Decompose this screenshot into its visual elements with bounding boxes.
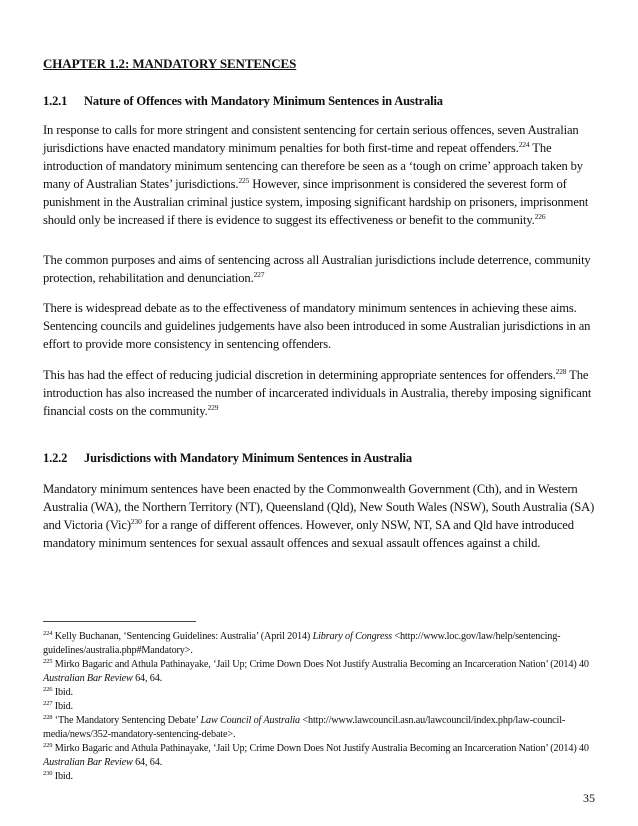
footnote-ref[interactable]: 227 xyxy=(253,270,265,279)
footnote-text: Kelly Buchanan, ‘Sentencing Guidelines: Australia’ (April 2014) xyxy=(52,631,313,642)
section-title: Jurisdictions with Mandatory Minimum Sentences in Australia xyxy=(84,451,412,465)
paragraph xyxy=(43,480,599,552)
section-heading-1-2-1 xyxy=(43,94,443,109)
footnote-ref[interactable]: 225 xyxy=(238,176,250,185)
footnote-text: Mirko Bagaric and Athula Pathinayake, ‘Jail Up; Crime Down Does Not Justify Australia Becoming an Incarceration Nation’ (2014) 40 xyxy=(52,659,589,670)
footnote-number: 230 xyxy=(43,770,53,777)
section-heading-1-2-2 xyxy=(43,451,412,466)
footnote-number: 226 xyxy=(43,686,53,693)
chapter-title: CHAPTER 1.2: MANDATORY SENTENCES xyxy=(43,56,297,71)
section-number: 1.2.2 xyxy=(43,451,68,465)
footnote-divider xyxy=(43,621,196,622)
footnote-ref[interactable]: 230 xyxy=(130,517,142,526)
paragraph-text: for a range of different offences. However, only NSW, NT, SA and Qld have introduced mandatory minimum sentences for sexual assault offences and sexual assault offences against a child. xyxy=(43,518,574,550)
footnote xyxy=(43,686,603,700)
footnote-number: 225 xyxy=(43,658,53,665)
paragraph-text: The common purposes and aims of sentencing across all Australian jurisdictions include deterrence, community protection, rehabilitation and denunciation. xyxy=(43,253,591,285)
paragraph-text: However, since imprisonment is considered the severest form of punishment in the Australian criminal justice system, imposing significant hardship on prisoners, imprisonment should only be increased if there is evidence to suggest its effectiveness or benefit to the community. xyxy=(43,177,589,227)
section-number: 1.2.1 xyxy=(43,94,68,108)
footnote-ref[interactable]: 226 xyxy=(534,212,546,221)
footnote-source: Australian Bar Review xyxy=(43,757,133,768)
footnote xyxy=(43,742,603,770)
paragraph-text: There is widespread debate as to the effectiveness of mandatory minimum sentences in achieving these aims. Sentencing councils and guidelines judgements have also been introduced in some Australian jurisdictions in an effort to provide more consistency in sentencing offenders. xyxy=(43,301,591,351)
footnote-source: Australian Bar Review xyxy=(43,673,133,684)
footnote-source: Law Council of Australia xyxy=(200,715,301,726)
footnote-text: 64, 64. xyxy=(132,673,163,684)
footnote xyxy=(43,630,603,658)
footnote-ref[interactable]: 224 xyxy=(518,140,530,149)
footnote-number: 227 xyxy=(43,700,53,707)
paragraph xyxy=(43,299,599,353)
footnote-link[interactable]: <http://www.lawcouncil.asn.au/lawcouncil/index.php/law-council-media/news/352-mandatory-sentencing-debate>. xyxy=(43,715,566,740)
paragraph xyxy=(43,121,599,229)
paragraph-text: This has had the effect of reducing judicial discretion in determining appropriate sentences for offenders. xyxy=(43,368,556,382)
footnote-text: Ibid. xyxy=(52,771,73,782)
paragraph-text: Mandatory minimum sentences have been enacted by the Commonwealth Government (Cth), and in Western Australia (WA), the Northern Territory (NT), Queensland (Qld), New South Wales (NSW), South Australia (SA) and Victoria (Vic) xyxy=(43,482,595,532)
footnote xyxy=(43,714,603,742)
footnote-text: Mirko Bagaric and Athula Pathinayake, ‘Jail Up; Crime Down Does Not Justify Australia Becoming an Incarceration Nation’ (2014) 40 xyxy=(52,743,589,754)
paragraph-text: The introduction has also increased the number of incarcerated individuals in Australia, thereby imposing significant financial costs on the community. xyxy=(43,368,592,418)
footnote-text: Ibid. xyxy=(52,687,73,698)
footnote-text: ‘The Mandatory Sentencing Debate’ xyxy=(52,715,201,726)
page-number: 35 xyxy=(583,791,595,805)
footnote-ref[interactable]: 229 xyxy=(207,403,219,412)
footnote xyxy=(43,700,603,714)
paragraph xyxy=(43,251,599,287)
section-title: Nature of Offences with Mandatory Minimum Sentences in Australia xyxy=(84,94,443,108)
footnote-number: 229 xyxy=(43,742,53,749)
footnote-ref[interactable]: 228 xyxy=(555,367,567,376)
footnote-number: 224 xyxy=(43,630,53,637)
paragraph-text: The introduction of mandatory minimum sentencing can therefore be seen as a ‘tough on crime’ approach taken by many of Australian States’ jurisdictions. xyxy=(43,141,583,191)
footnotes xyxy=(43,630,603,784)
paragraph-text: In response to calls for more stringent and consistent sentencing for certain serious offences, seven Australian jurisdictions have enacted mandatory minimum penalties for both first-time and repeat offenders. xyxy=(43,123,579,155)
paragraph xyxy=(43,366,599,420)
footnote-text: Ibid. xyxy=(52,701,73,712)
footnote-source: Library of Congress xyxy=(312,631,392,642)
footnote-link[interactable]: <http://www.loc.gov/law/help/sentencing-guidelines/australia.php#Mandatory>. xyxy=(43,631,561,656)
footnote-number: 228 xyxy=(43,714,53,721)
footnote xyxy=(43,770,603,784)
footnote-text: 64, 64. xyxy=(132,757,163,768)
footnote xyxy=(43,658,603,686)
